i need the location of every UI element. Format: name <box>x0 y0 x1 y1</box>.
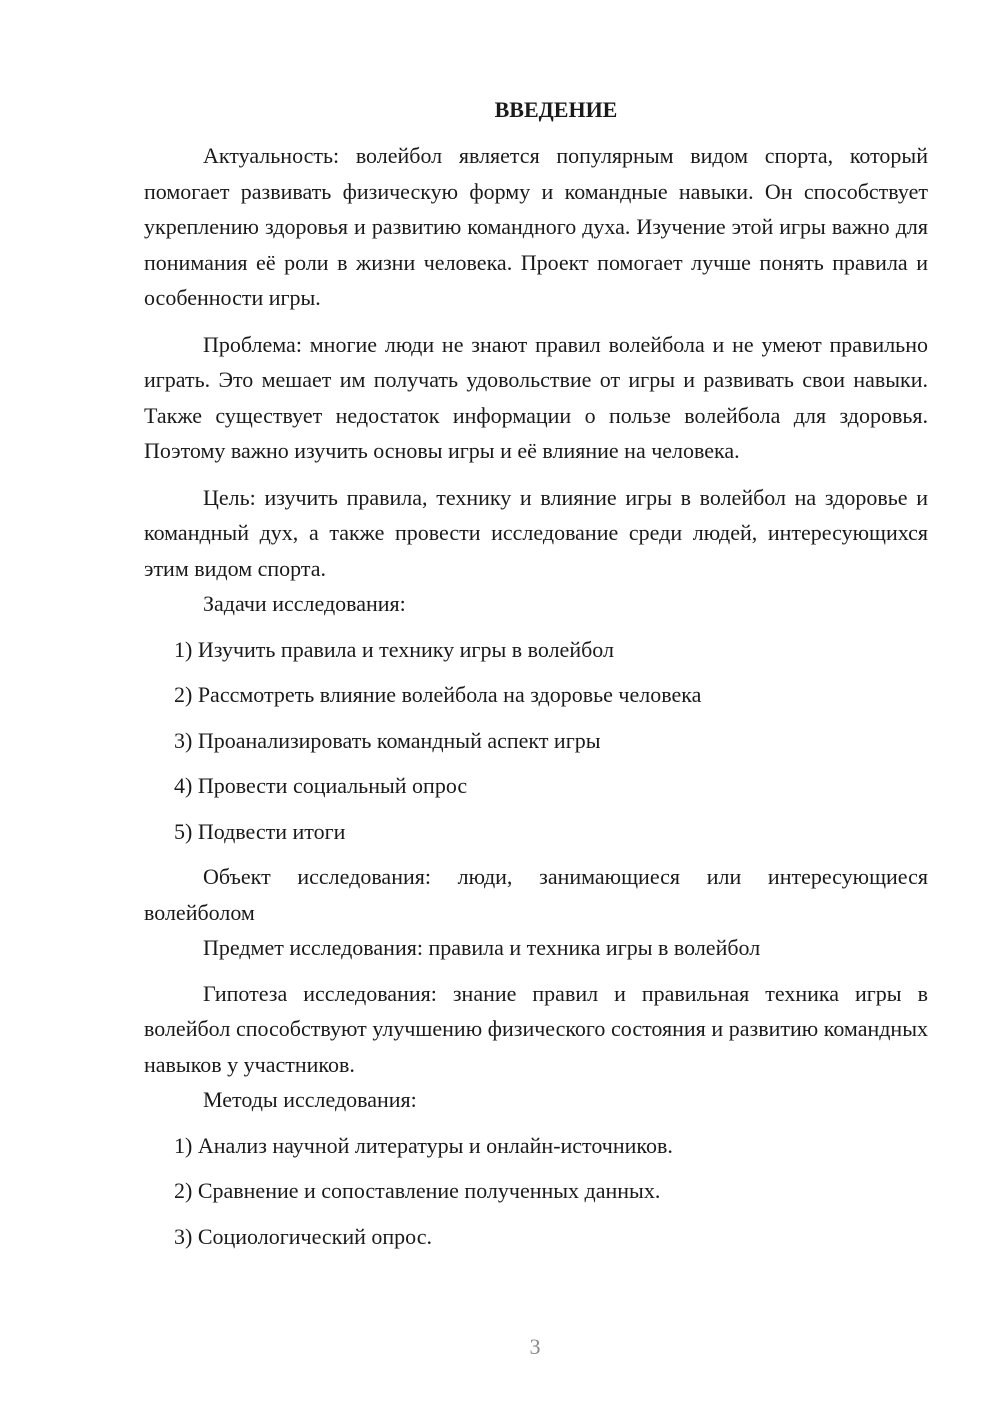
list-item: 2) Сравнение и сопоставление полученных данных. <box>174 1178 661 1203</box>
list-item: 1) Изучить правила и технику игры в волейбол <box>174 636 614 662</box>
methods-list <box>144 1128 928 1255</box>
list-item: 3) Проанализировать командный аспект игры <box>174 727 601 753</box>
list-item: 4) Провести социальный опрос <box>174 773 468 798</box>
tasks-list <box>144 632 928 850</box>
tasks-heading: Задачи исследования: <box>203 591 406 616</box>
list-item: 2) Рассмотреть влияние волейбола на здоровье человека <box>174 682 702 707</box>
hypothesis-paragraph: Гипотеза исследования: знание правил и правильная техника игры в волейбол способствуют улучшению физического состояния и развитию командных навыков у участников. <box>144 980 928 1077</box>
methods-heading: Методы исследования: <box>203 1087 417 1112</box>
object-paragraph: Объект исследования: люди, занимающиеся или интересующиеся волейболом <box>144 864 928 925</box>
problem-paragraph: Проблема: многие люди не знают правил волейбола и не умеют правильно играть. Это мешает им получать удовольствие от игры и развивать свои навыки. Также существует недостаток информации о пользе волейбола для здоровья. Поэтому важно изучить основы игры и её влияние на человека. <box>144 331 928 463</box>
document-page <box>144 92 928 1254</box>
list-item: 1) Анализ научной литературы и онлайн-источников. <box>174 1132 673 1158</box>
goal-paragraph: Цель: изучить правила, технику и влияние игры в волейбол на здоровье и командный дух, а также провести исследование среди людей, интересующихся этим видом спорта. <box>144 484 928 581</box>
list-item: 5) Подвести итоги <box>174 818 346 844</box>
subject-paragraph: Предмет исследования: правила и техника игры в волейбол <box>203 935 761 960</box>
list-item: 3) Социологический опрос. <box>174 1223 432 1249</box>
page-number: 3 <box>529 1334 541 1359</box>
page-title: ВВЕДЕНИЕ <box>494 97 618 122</box>
relevance-paragraph: Актуальность: волейбол является популярным видом спорта, который помогает развивать физическую форму и командные навыки. Он способствует укреплению здоровья и развитию командного духа. Изучение этой игры важно для понимания её роли в жизни человека. Проект помогает лучше понять правила и особенности игры. <box>144 143 928 310</box>
